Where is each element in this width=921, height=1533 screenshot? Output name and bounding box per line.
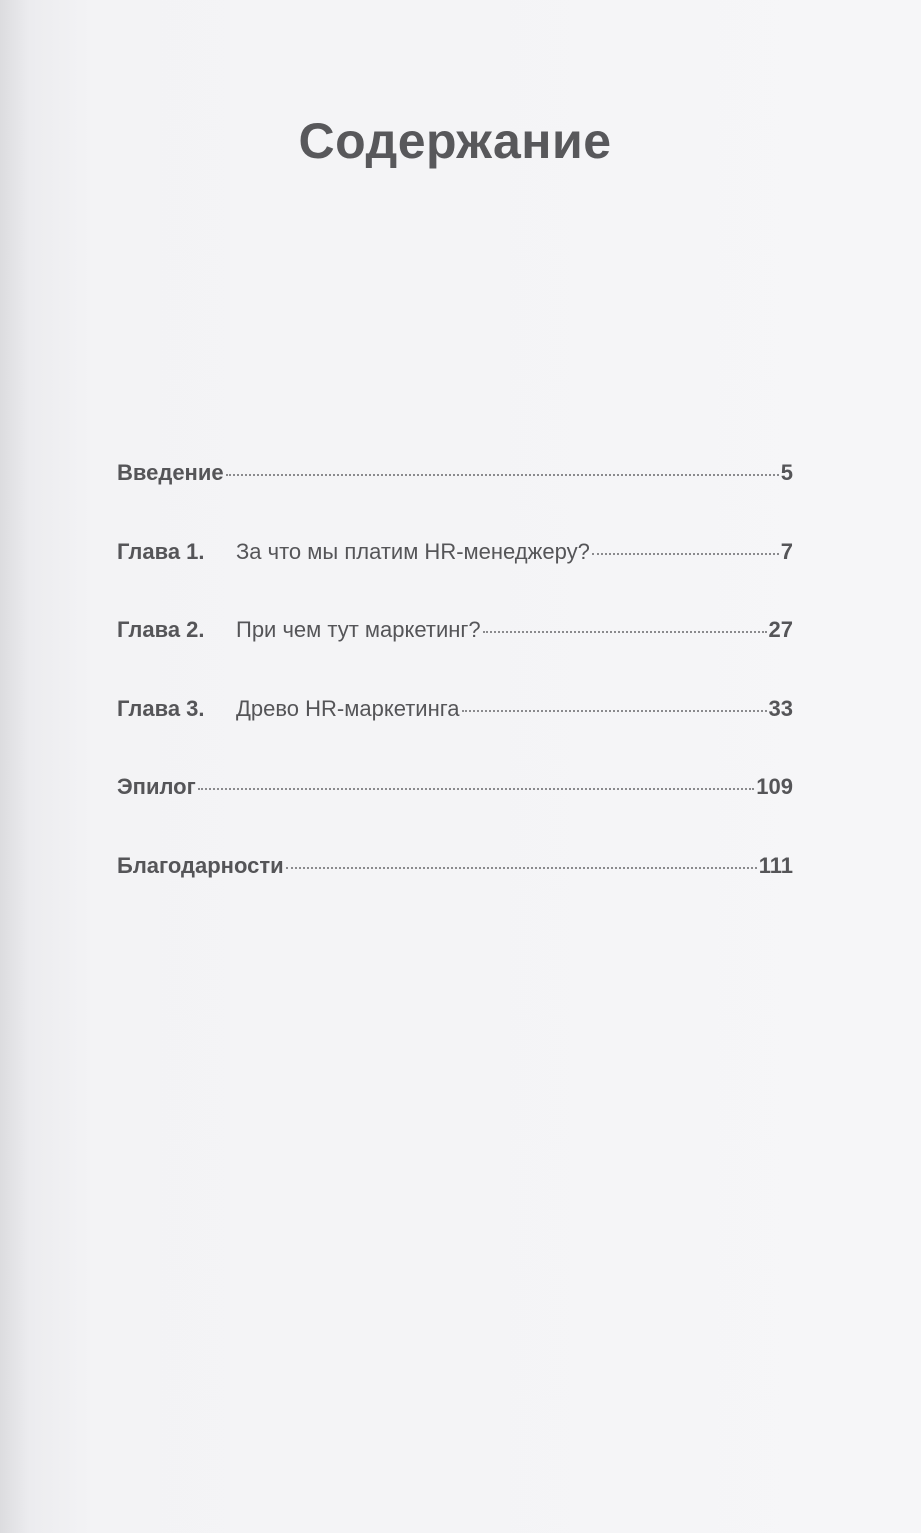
toc-entry-introduction [117, 460, 793, 539]
chapter-label: Глава 1. [117, 538, 205, 564]
toc-entry-chapter-1 [117, 539, 793, 618]
chapter-label: Глава 3. [117, 695, 205, 721]
page-number: 33 [768, 695, 793, 721]
toc-entry-epilogue [117, 774, 793, 853]
entry-title: Благодарности [117, 852, 284, 878]
toc-entry-chapter-3 [117, 696, 793, 775]
table-of-contents [117, 460, 793, 931]
entry-title: За что мы платим HR-менеджеру? [236, 538, 590, 564]
toc-entry-acknowledgements [117, 853, 793, 932]
leader-dots [226, 474, 779, 476]
toc-entry-chapter-2 [117, 617, 793, 696]
chapter-label: Глава 2. [117, 617, 205, 642]
leader-dots [462, 710, 767, 712]
entry-title: При чем тут маркетинг? [236, 617, 481, 642]
leader-dots [286, 867, 757, 869]
leader-dots [198, 788, 755, 790]
page-number: 7 [780, 538, 793, 564]
entry-title: Эпилог [117, 774, 196, 799]
page-number: 5 [780, 460, 793, 485]
leader-dots [592, 553, 779, 555]
page-number: 27 [768, 617, 793, 642]
leader-dots [483, 631, 767, 633]
entry-title: Введение [117, 460, 224, 485]
page-number: 111 [758, 852, 793, 878]
page-title: Содержание [298, 113, 612, 169]
entry-title: Древо HR-маркетинга [236, 695, 460, 721]
page-number: 109 [756, 774, 793, 799]
